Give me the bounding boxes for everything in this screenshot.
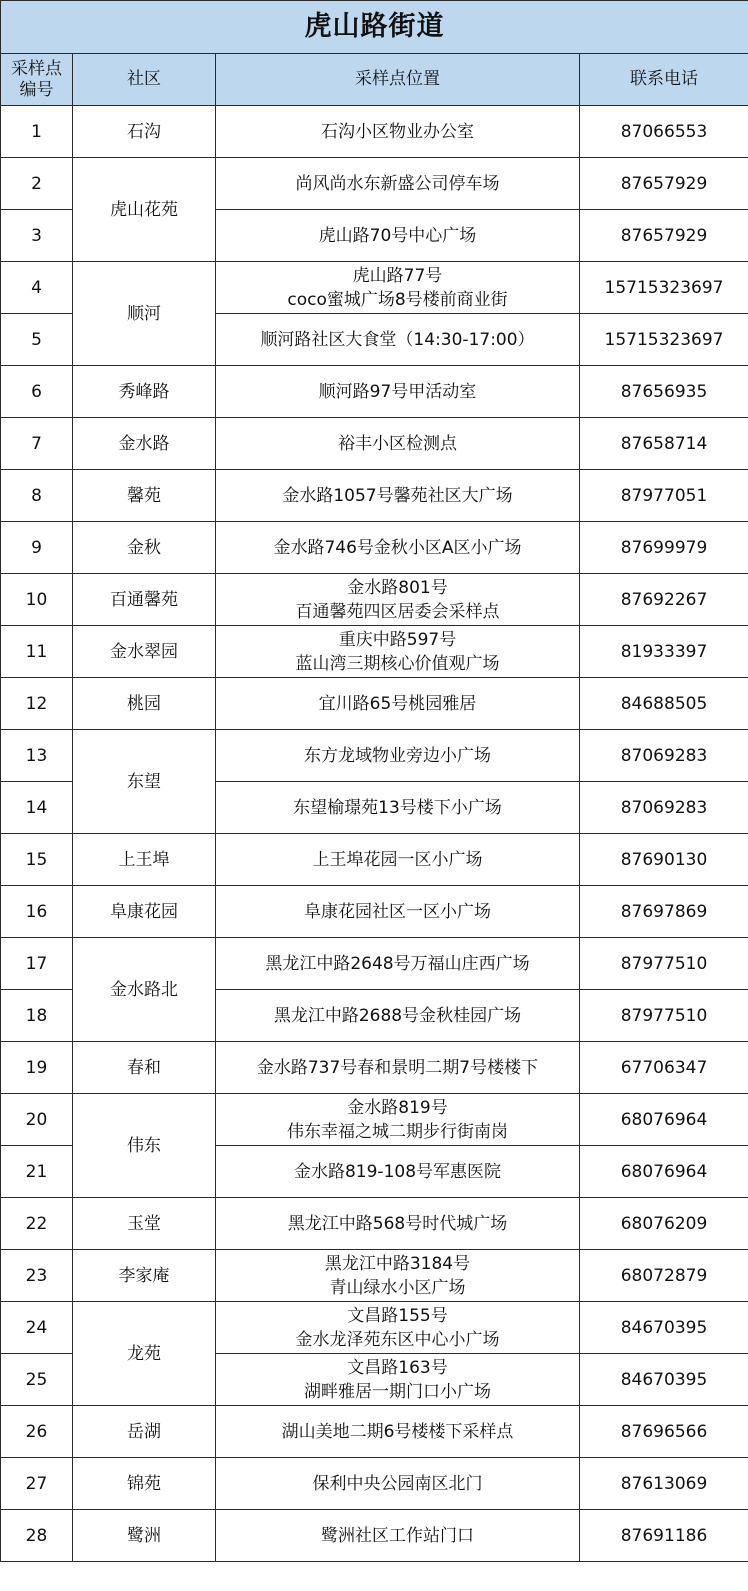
cell-phone: 87977510 xyxy=(580,990,748,1042)
cell-location xyxy=(216,366,580,418)
cell-point-number: 23 xyxy=(1,1250,73,1302)
cell-point-number: 17 xyxy=(1,938,73,990)
location-line: coco蜜城广场8号楼前商业街 xyxy=(287,289,508,310)
cell-point-number: 20 xyxy=(1,1094,73,1146)
location-line: 虎山路70号中心广场 xyxy=(318,225,477,246)
cell-location xyxy=(216,106,580,158)
cell-point-number: 14 xyxy=(1,782,73,834)
cell-phone: 87066553 xyxy=(580,106,748,158)
cell-community: 虎山花苑 xyxy=(73,158,216,262)
table-row xyxy=(1,1198,748,1250)
cell-location xyxy=(216,1042,580,1094)
cell-phone: 84688505 xyxy=(580,678,748,730)
cell-point-number: 18 xyxy=(1,990,73,1042)
cell-point-number: 21 xyxy=(1,1146,73,1198)
cell-phone: 67706347 xyxy=(580,1042,748,1094)
location-line: 东方龙域物业旁边小广场 xyxy=(304,745,491,766)
table-row xyxy=(1,886,748,938)
cell-location xyxy=(216,990,580,1042)
table-row xyxy=(1,678,748,730)
cell-phone: 87696566 xyxy=(580,1406,748,1458)
location-line: 石沟小区物业办公室 xyxy=(321,121,474,142)
cell-community: 岳湖 xyxy=(73,1406,216,1458)
cell-point-number: 5 xyxy=(1,314,73,366)
location-line: 保利中央公园南区北门 xyxy=(312,1473,483,1494)
cell-phone: 87658714 xyxy=(580,418,748,470)
cell-point-number: 26 xyxy=(1,1406,73,1458)
cell-location xyxy=(216,730,580,782)
table-row xyxy=(1,1302,748,1354)
table-row xyxy=(1,158,748,210)
location-line: 尚风尚水东新盛公司停车场 xyxy=(295,173,500,194)
cell-community: 秀峰路 xyxy=(73,366,216,418)
cell-location xyxy=(216,626,580,678)
table-row xyxy=(1,574,748,626)
table-row xyxy=(1,1094,748,1146)
cell-location xyxy=(216,314,580,366)
cell-community: 金秋 xyxy=(73,522,216,574)
cell-phone: 87691186 xyxy=(580,1510,748,1562)
cell-community: 金水翠园 xyxy=(73,626,216,678)
cell-point-number: 9 xyxy=(1,522,73,574)
cell-community: 阜康花园 xyxy=(73,886,216,938)
cell-community: 桃园 xyxy=(73,678,216,730)
table-row xyxy=(1,262,748,314)
cell-location xyxy=(216,1458,580,1510)
cell-community: 锦苑 xyxy=(73,1458,216,1510)
cell-location xyxy=(216,1302,580,1354)
table-row xyxy=(1,366,748,418)
table-row xyxy=(1,1510,748,1562)
cell-phone: 87977510 xyxy=(580,938,748,990)
header-point-number xyxy=(1,54,73,106)
table-body xyxy=(1,106,748,1562)
location-line: 文昌路163号 xyxy=(347,1357,448,1378)
cell-point-number: 3 xyxy=(1,210,73,262)
location-line: 湖畔雅居一期门口小广场 xyxy=(304,1381,491,1402)
table-row xyxy=(1,522,748,574)
cell-point-number: 22 xyxy=(1,1198,73,1250)
cell-phone: 87069283 xyxy=(580,730,748,782)
location-line: 重庆中路597号 xyxy=(338,629,457,650)
location-line: 金水路801号 xyxy=(347,577,448,598)
location-line: 黑龙江中路2648号万福山庄西广场 xyxy=(265,953,530,974)
cell-phone: 68076964 xyxy=(580,1146,748,1198)
location-line: 阜康花园社区一区小广场 xyxy=(304,901,491,922)
location-line: 湖山美地二期6号楼楼下采样点 xyxy=(281,1421,514,1442)
cell-community: 馨苑 xyxy=(73,470,216,522)
cell-point-number: 13 xyxy=(1,730,73,782)
cell-community: 李家庵 xyxy=(73,1250,216,1302)
location-line: 金水路1057号馨苑社区大广场 xyxy=(282,485,513,506)
cell-phone: 87692267 xyxy=(580,574,748,626)
cell-phone: 84670395 xyxy=(580,1354,748,1406)
cell-point-number: 11 xyxy=(1,626,73,678)
cell-community: 石沟 xyxy=(73,106,216,158)
location-line: 金水路737号春和景明二期7号楼楼下 xyxy=(256,1057,539,1078)
header-phone: 联系电话 xyxy=(580,54,748,106)
cell-location xyxy=(216,158,580,210)
cell-phone: 68076964 xyxy=(580,1094,748,1146)
cell-location xyxy=(216,782,580,834)
cell-point-number: 12 xyxy=(1,678,73,730)
cell-point-number: 28 xyxy=(1,1510,73,1562)
cell-phone: 87657929 xyxy=(580,210,748,262)
cell-location xyxy=(216,1354,580,1406)
cell-location xyxy=(216,834,580,886)
cell-location xyxy=(216,522,580,574)
location-line: 黑龙江中路568号时代城广场 xyxy=(287,1213,508,1234)
cell-phone: 87613069 xyxy=(580,1458,748,1510)
header-point-number-line1: 采样点 xyxy=(11,58,62,79)
cell-location xyxy=(216,1406,580,1458)
cell-phone: 84670395 xyxy=(580,1302,748,1354)
location-line: 裕丰小区检测点 xyxy=(338,433,457,454)
cell-location xyxy=(216,1250,580,1302)
header-point-number-line2: 编号 xyxy=(19,79,54,100)
cell-location xyxy=(216,886,580,938)
cell-community: 鹭洲 xyxy=(73,1510,216,1562)
cell-location xyxy=(216,938,580,990)
location-line: 黑龙江中路3184号 xyxy=(324,1253,471,1274)
location-line: 顺河路社区大食堂（14:30-17:00） xyxy=(260,329,535,350)
location-line: 东望榆璟苑13号楼下小广场 xyxy=(293,797,502,818)
header-location: 采样点位置 xyxy=(216,54,580,106)
location-line: 百通馨苑四区居委会采样点 xyxy=(295,601,500,622)
cell-community: 顺河 xyxy=(73,262,216,366)
location-line: 黑龙江中路2688号金秋桂园广场 xyxy=(273,1005,522,1026)
cell-community: 上王埠 xyxy=(73,834,216,886)
cell-location xyxy=(216,1510,580,1562)
location-line: 上王埠花园一区小广场 xyxy=(312,849,483,870)
cell-point-number: 24 xyxy=(1,1302,73,1354)
table-row xyxy=(1,1042,748,1094)
cell-point-number: 27 xyxy=(1,1458,73,1510)
table-row xyxy=(1,418,748,470)
cell-point-number: 4 xyxy=(1,262,73,314)
table-row xyxy=(1,1458,748,1510)
cell-phone: 87697869 xyxy=(580,886,748,938)
table-title: 虎山路街道 xyxy=(1,1,748,54)
cell-point-number: 2 xyxy=(1,158,73,210)
location-line: 鹭洲社区工作站门口 xyxy=(321,1525,474,1546)
cell-location xyxy=(216,470,580,522)
cell-phone: 87657929 xyxy=(580,158,748,210)
cell-community: 百通馨苑 xyxy=(73,574,216,626)
cell-phone: 68076209 xyxy=(580,1198,748,1250)
table-row xyxy=(1,730,748,782)
location-line: 金水路819号 xyxy=(347,1097,448,1118)
cell-location xyxy=(216,262,580,314)
table-row xyxy=(1,626,748,678)
cell-location xyxy=(216,1198,580,1250)
cell-point-number: 8 xyxy=(1,470,73,522)
cell-point-number: 1 xyxy=(1,106,73,158)
cell-location xyxy=(216,1146,580,1198)
cell-community: 金水路 xyxy=(73,418,216,470)
cell-community: 伟东 xyxy=(73,1094,216,1198)
location-line: 伟东幸福之城二期步行街南岗 xyxy=(287,1121,508,1142)
table-row xyxy=(1,1250,748,1302)
cell-phone: 15715323697 xyxy=(580,314,748,366)
table-row xyxy=(1,1406,748,1458)
cell-community: 金水路北 xyxy=(73,938,216,1042)
location-line: 虎山路77号 xyxy=(352,265,443,286)
cell-location xyxy=(216,418,580,470)
table-row xyxy=(1,938,748,990)
cell-phone: 15715323697 xyxy=(580,262,748,314)
cell-phone: 87656935 xyxy=(580,366,748,418)
cell-phone: 68072879 xyxy=(580,1250,748,1302)
cell-point-number: 6 xyxy=(1,366,73,418)
cell-phone: 87699979 xyxy=(580,522,748,574)
header-community: 社区 xyxy=(73,54,216,106)
cell-location xyxy=(216,210,580,262)
location-line: 金水路746号金秋小区A区小广场 xyxy=(273,537,522,558)
location-line: 顺河路97号甲活动室 xyxy=(318,381,477,402)
cell-phone: 87690130 xyxy=(580,834,748,886)
location-line: 宜川路65号桃园雅居 xyxy=(318,693,477,714)
cell-community: 春和 xyxy=(73,1042,216,1094)
table-row xyxy=(1,470,748,522)
location-line: 蓝山湾三期核心价值观广场 xyxy=(295,653,500,674)
table-row xyxy=(1,834,748,886)
cell-point-number: 7 xyxy=(1,418,73,470)
cell-point-number: 25 xyxy=(1,1354,73,1406)
location-line: 青山绿水小区广场 xyxy=(329,1277,466,1298)
cell-location xyxy=(216,574,580,626)
cell-point-number: 19 xyxy=(1,1042,73,1094)
cell-phone: 87977051 xyxy=(580,470,748,522)
location-line: 文昌路155号 xyxy=(347,1305,448,1326)
cell-location xyxy=(216,678,580,730)
cell-community: 东望 xyxy=(73,730,216,834)
cell-phone: 81933397 xyxy=(580,626,748,678)
cell-community: 玉堂 xyxy=(73,1198,216,1250)
cell-point-number: 15 xyxy=(1,834,73,886)
table-row xyxy=(1,106,748,158)
location-line: 金水龙泽苑东区中心小广场 xyxy=(295,1329,500,1350)
cell-phone: 87069283 xyxy=(580,782,748,834)
cell-point-number: 10 xyxy=(1,574,73,626)
location-line: 金水路819-108号军惠医院 xyxy=(293,1161,502,1182)
cell-point-number: 16 xyxy=(1,886,73,938)
cell-community: 龙苑 xyxy=(73,1302,216,1406)
cell-location xyxy=(216,1094,580,1146)
